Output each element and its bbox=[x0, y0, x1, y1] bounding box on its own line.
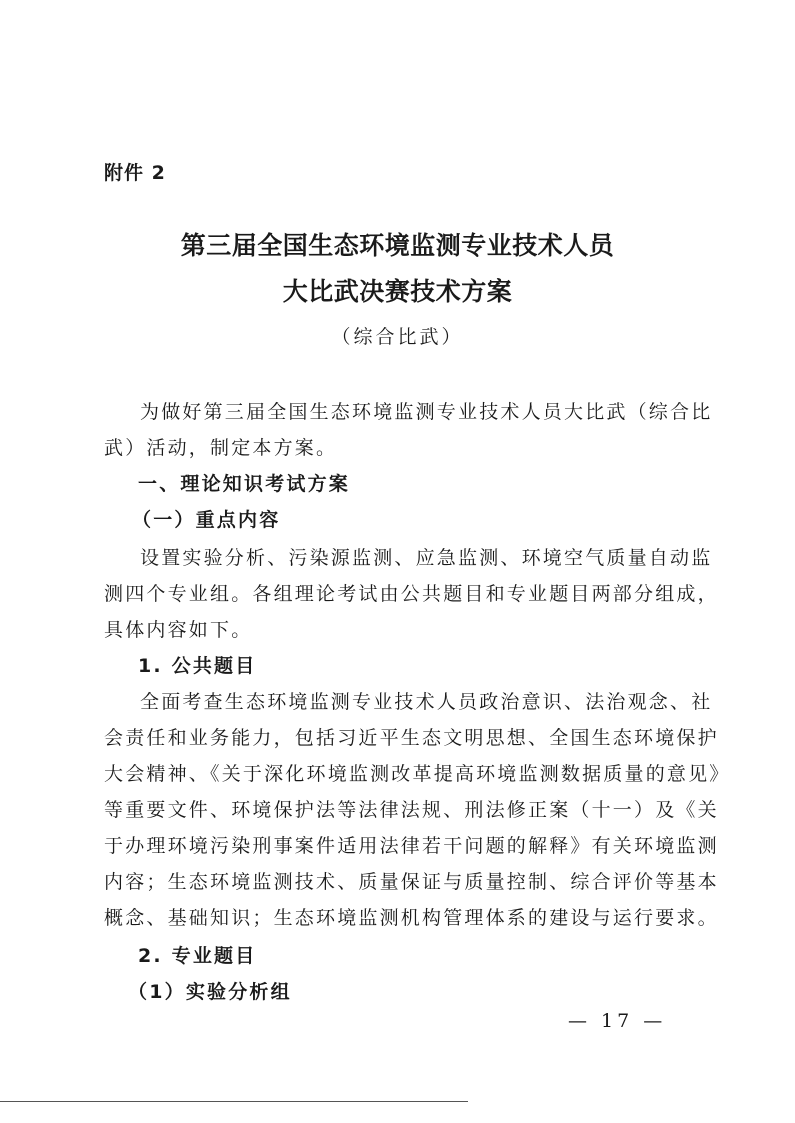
title-line-1: 第三届全国生态环境监测专业技术人员 bbox=[180, 231, 615, 260]
paragraph-line: 全面考查生态环境监测专业技术人员政治意识、法治观念、社 bbox=[140, 691, 713, 713]
paragraph-line: 测四个专业组。各组理论考试由公共题目和专业题目两部分组成， bbox=[104, 583, 719, 605]
paragraph-line: 会责任和业务能力，包括习近平生态文明思想、全国生态环境保护 bbox=[104, 727, 719, 749]
paragraph-line: 概念、基础知识；生态环境监测机构管理体系的建设与运行要求。 bbox=[104, 907, 719, 929]
paragraph-line: 武）活动，制定本方案。 bbox=[104, 437, 338, 459]
bottom-divider bbox=[0, 1101, 468, 1102]
paragraph-line: 具体内容如下。 bbox=[104, 619, 253, 641]
subtitle: （综合比武） bbox=[331, 326, 464, 348]
attachment-label: 附件 2 bbox=[104, 162, 166, 184]
subsection-heading: （一）重点内容 bbox=[132, 509, 281, 531]
item-heading: 2. 专业题目 bbox=[138, 945, 257, 967]
section-heading: 一、理论知识考试方案 bbox=[138, 473, 351, 495]
sub-item-heading: （1）实验分析组 bbox=[128, 981, 292, 1003]
title-line-2: 大比武决赛技术方案 bbox=[282, 277, 513, 306]
paragraph-line: 设置实验分析、污染源监测、应急监测、环境空气质量自动监 bbox=[140, 547, 713, 569]
paragraph-line: 等重要文件、环境保护法等法律法规、刑法修正案（十一）及《关 bbox=[104, 799, 719, 821]
paragraph-line: 于办理环境污染刑事案件适用法律若干问题的解释》有关环境监测 bbox=[104, 835, 719, 857]
paragraph-line: 内容；生态环境监测技术、质量保证与质量控制、综合评价等基本 bbox=[104, 871, 719, 893]
page-number: — 17 — bbox=[568, 1010, 667, 1032]
paragraph-line: 大会精神、《关于深化环境监测改革提高环境监测数据质量的意见》 bbox=[104, 763, 731, 785]
item-heading: 1. 公共题目 bbox=[138, 655, 257, 677]
paragraph-line: 为做好第三届全国生态环境监测专业技术人员大比武（综合比 bbox=[140, 401, 713, 423]
